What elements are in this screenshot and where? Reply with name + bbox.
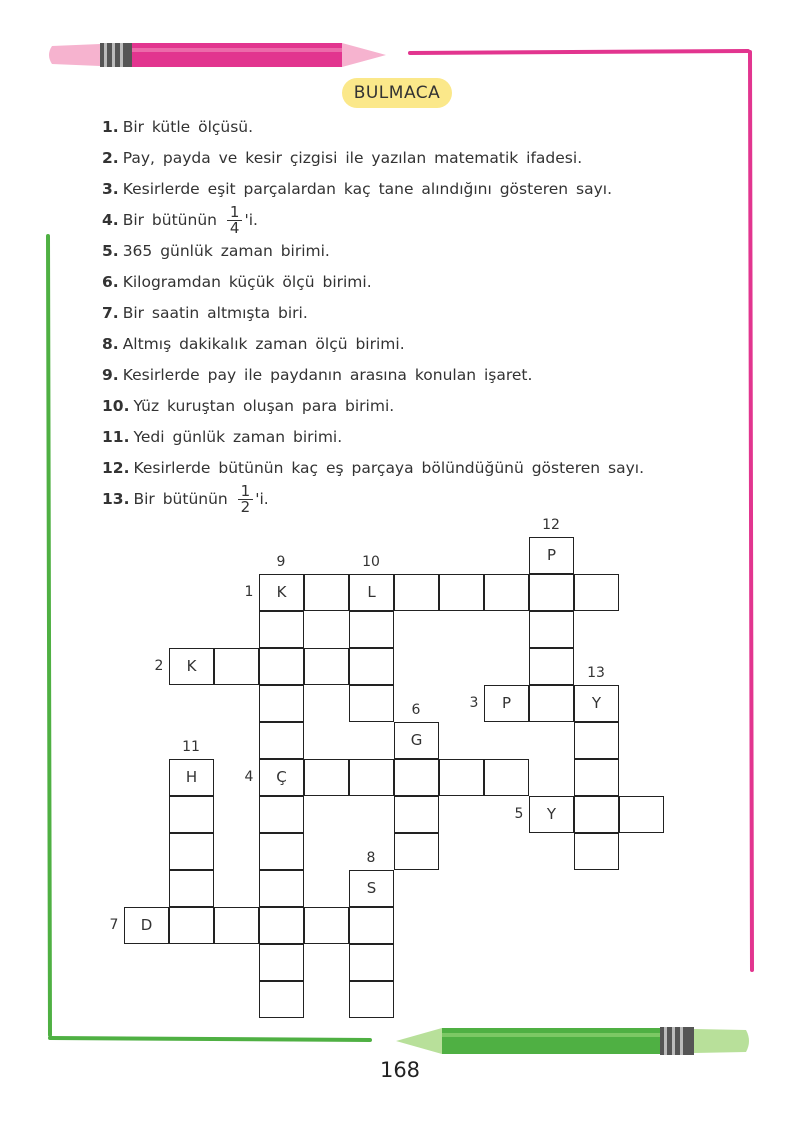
crossword-cell[interactable] <box>529 648 574 685</box>
clue-number: 9. <box>102 366 119 384</box>
crossword-cell[interactable]: Y <box>529 796 574 833</box>
clue-number-label: 9 <box>276 554 286 570</box>
fraction-denominator: 2 <box>238 499 254 515</box>
crossword-cell[interactable]: G <box>394 722 439 759</box>
clue-number-label: 3 <box>469 695 479 711</box>
clue-text: Kesirlerde pay ile paydanın arasına konulan işaret. <box>122 366 533 384</box>
crossword-cell[interactable] <box>394 796 439 833</box>
clue-number: 10. <box>102 397 130 415</box>
clue-text: Bir bütünün <box>122 211 225 229</box>
clue-suffix: 'i. <box>255 490 269 508</box>
clue-number-label: 13 <box>587 665 605 681</box>
crossword-cell[interactable] <box>259 685 304 722</box>
crossword-cell[interactable]: S <box>349 870 394 907</box>
crossword-cell[interactable]: Y <box>574 685 619 722</box>
crossword-cell[interactable] <box>574 574 619 611</box>
fraction-denominator: 4 <box>227 220 243 236</box>
clue-text: Bir saatin altmışta biri. <box>122 304 308 322</box>
clue-number: 6. <box>102 273 119 291</box>
page-number: 168 <box>379 1058 421 1082</box>
clue-text: Bir bütünün <box>133 490 236 508</box>
crossword-cell[interactable] <box>349 907 394 944</box>
clue-number: 13. <box>102 490 130 508</box>
clue-number: 8. <box>102 335 119 353</box>
crossword-cell[interactable] <box>529 611 574 648</box>
clue-number: 12. <box>102 459 130 477</box>
crossword-cell[interactable] <box>169 833 214 870</box>
crossword-cell[interactable]: K <box>169 648 214 685</box>
clue-text: Pay, payda ve kesir çizgisi ile yazılan matematik ifadesi. <box>122 149 583 167</box>
crossword-cell[interactable] <box>259 870 304 907</box>
crossword-cell[interactable] <box>439 759 484 796</box>
crossword-cell[interactable] <box>304 907 349 944</box>
crossword-cell[interactable] <box>349 759 394 796</box>
clue-number-label: 5 <box>514 806 524 822</box>
clue-text: 365 günlük zaman birimi. <box>122 242 330 260</box>
crossword-cell[interactable] <box>349 981 394 1018</box>
crossword-cell[interactable] <box>484 574 529 611</box>
clue-number-label: 12 <box>542 517 560 533</box>
crossword-cell[interactable] <box>484 759 529 796</box>
clue-number-label: 6 <box>411 702 421 718</box>
clue-text: Kesirlerde eşit parçalardan kaç tane alındığını gösteren sayı. <box>122 180 613 198</box>
crossword-cell[interactable] <box>574 796 619 833</box>
crossword-cell[interactable] <box>259 648 304 685</box>
clue-number-label: 4 <box>244 769 254 785</box>
clue-suffix: 'i. <box>244 211 258 229</box>
clue-number-label: 2 <box>154 658 164 674</box>
crossword-cell[interactable] <box>169 907 214 944</box>
clue-number-label: 8 <box>366 850 376 866</box>
clue-number-label: 11 <box>182 739 200 755</box>
crossword-cell[interactable] <box>169 796 214 833</box>
crossword-cell[interactable] <box>619 796 664 833</box>
crossword-cell[interactable] <box>259 981 304 1018</box>
crossword-cell[interactable] <box>394 833 439 870</box>
crossword-cell[interactable] <box>259 833 304 870</box>
crossword-cell[interactable] <box>574 759 619 796</box>
crossword-cell[interactable] <box>439 574 484 611</box>
crossword-cell[interactable] <box>529 685 574 722</box>
clue-text: Kesirlerde bütünün kaç eş parçaya bölündüğünü gösteren sayı. <box>133 459 645 477</box>
crossword-cell[interactable] <box>259 907 304 944</box>
clue-number: 1. <box>102 118 119 136</box>
clue-text: Bir kütle ölçüsü. <box>122 118 254 136</box>
clue-text: Altmış dakikalık zaman ölçü birimi. <box>122 335 405 353</box>
crossword-cell[interactable] <box>169 870 214 907</box>
crossword-cell[interactable] <box>259 796 304 833</box>
clue-number-label: 7 <box>109 917 119 933</box>
crossword-cell[interactable]: P <box>484 685 529 722</box>
crossword-cell[interactable] <box>259 944 304 981</box>
crossword-cell[interactable] <box>304 759 349 796</box>
fraction-numerator: 1 <box>240 482 251 500</box>
crossword-cell[interactable] <box>574 722 619 759</box>
crossword-cell[interactable] <box>349 944 394 981</box>
clue-number: 3. <box>102 180 119 198</box>
crossword-cell[interactable]: K <box>259 574 304 611</box>
page-title: BULMACA <box>342 78 452 108</box>
clue-number: 2. <box>102 149 119 167</box>
crossword-cell[interactable] <box>349 648 394 685</box>
crossword-cell[interactable]: L <box>349 574 394 611</box>
crossword-cell[interactable]: Ç <box>259 759 304 796</box>
clue-number: 11. <box>102 428 130 446</box>
crossword-cell[interactable] <box>529 574 574 611</box>
clue-text: Yüz kuruştan oluşan para birimi. <box>133 397 395 415</box>
clue-number-label: 1 <box>244 584 254 600</box>
crossword-cell[interactable]: H <box>169 759 214 796</box>
clue-number-label: 10 <box>362 554 380 570</box>
crossword-cell[interactable] <box>349 685 394 722</box>
clue-number: 7. <box>102 304 119 322</box>
crossword-cell[interactable] <box>259 611 304 648</box>
crossword-cell[interactable] <box>394 759 439 796</box>
clue-number: 4. <box>102 211 119 229</box>
crossword-cell[interactable]: P <box>529 537 574 574</box>
crossword-cell[interactable] <box>259 722 304 759</box>
crossword-cell[interactable] <box>394 574 439 611</box>
crossword-cell[interactable] <box>574 833 619 870</box>
crossword-cell[interactable] <box>304 648 349 685</box>
crossword-cell[interactable] <box>214 907 259 944</box>
fraction-numerator: 1 <box>229 203 240 221</box>
clue-number: 5. <box>102 242 119 260</box>
crossword-cell[interactable] <box>304 574 349 611</box>
clue-text: Yedi günlük zaman birimi. <box>133 428 343 446</box>
crossword-cell[interactable]: D <box>124 907 169 944</box>
crossword-cell[interactable] <box>214 648 259 685</box>
crossword-cell[interactable] <box>349 611 394 648</box>
clue-text: Kilogramdan küçük ölçü birimi. <box>122 273 372 291</box>
